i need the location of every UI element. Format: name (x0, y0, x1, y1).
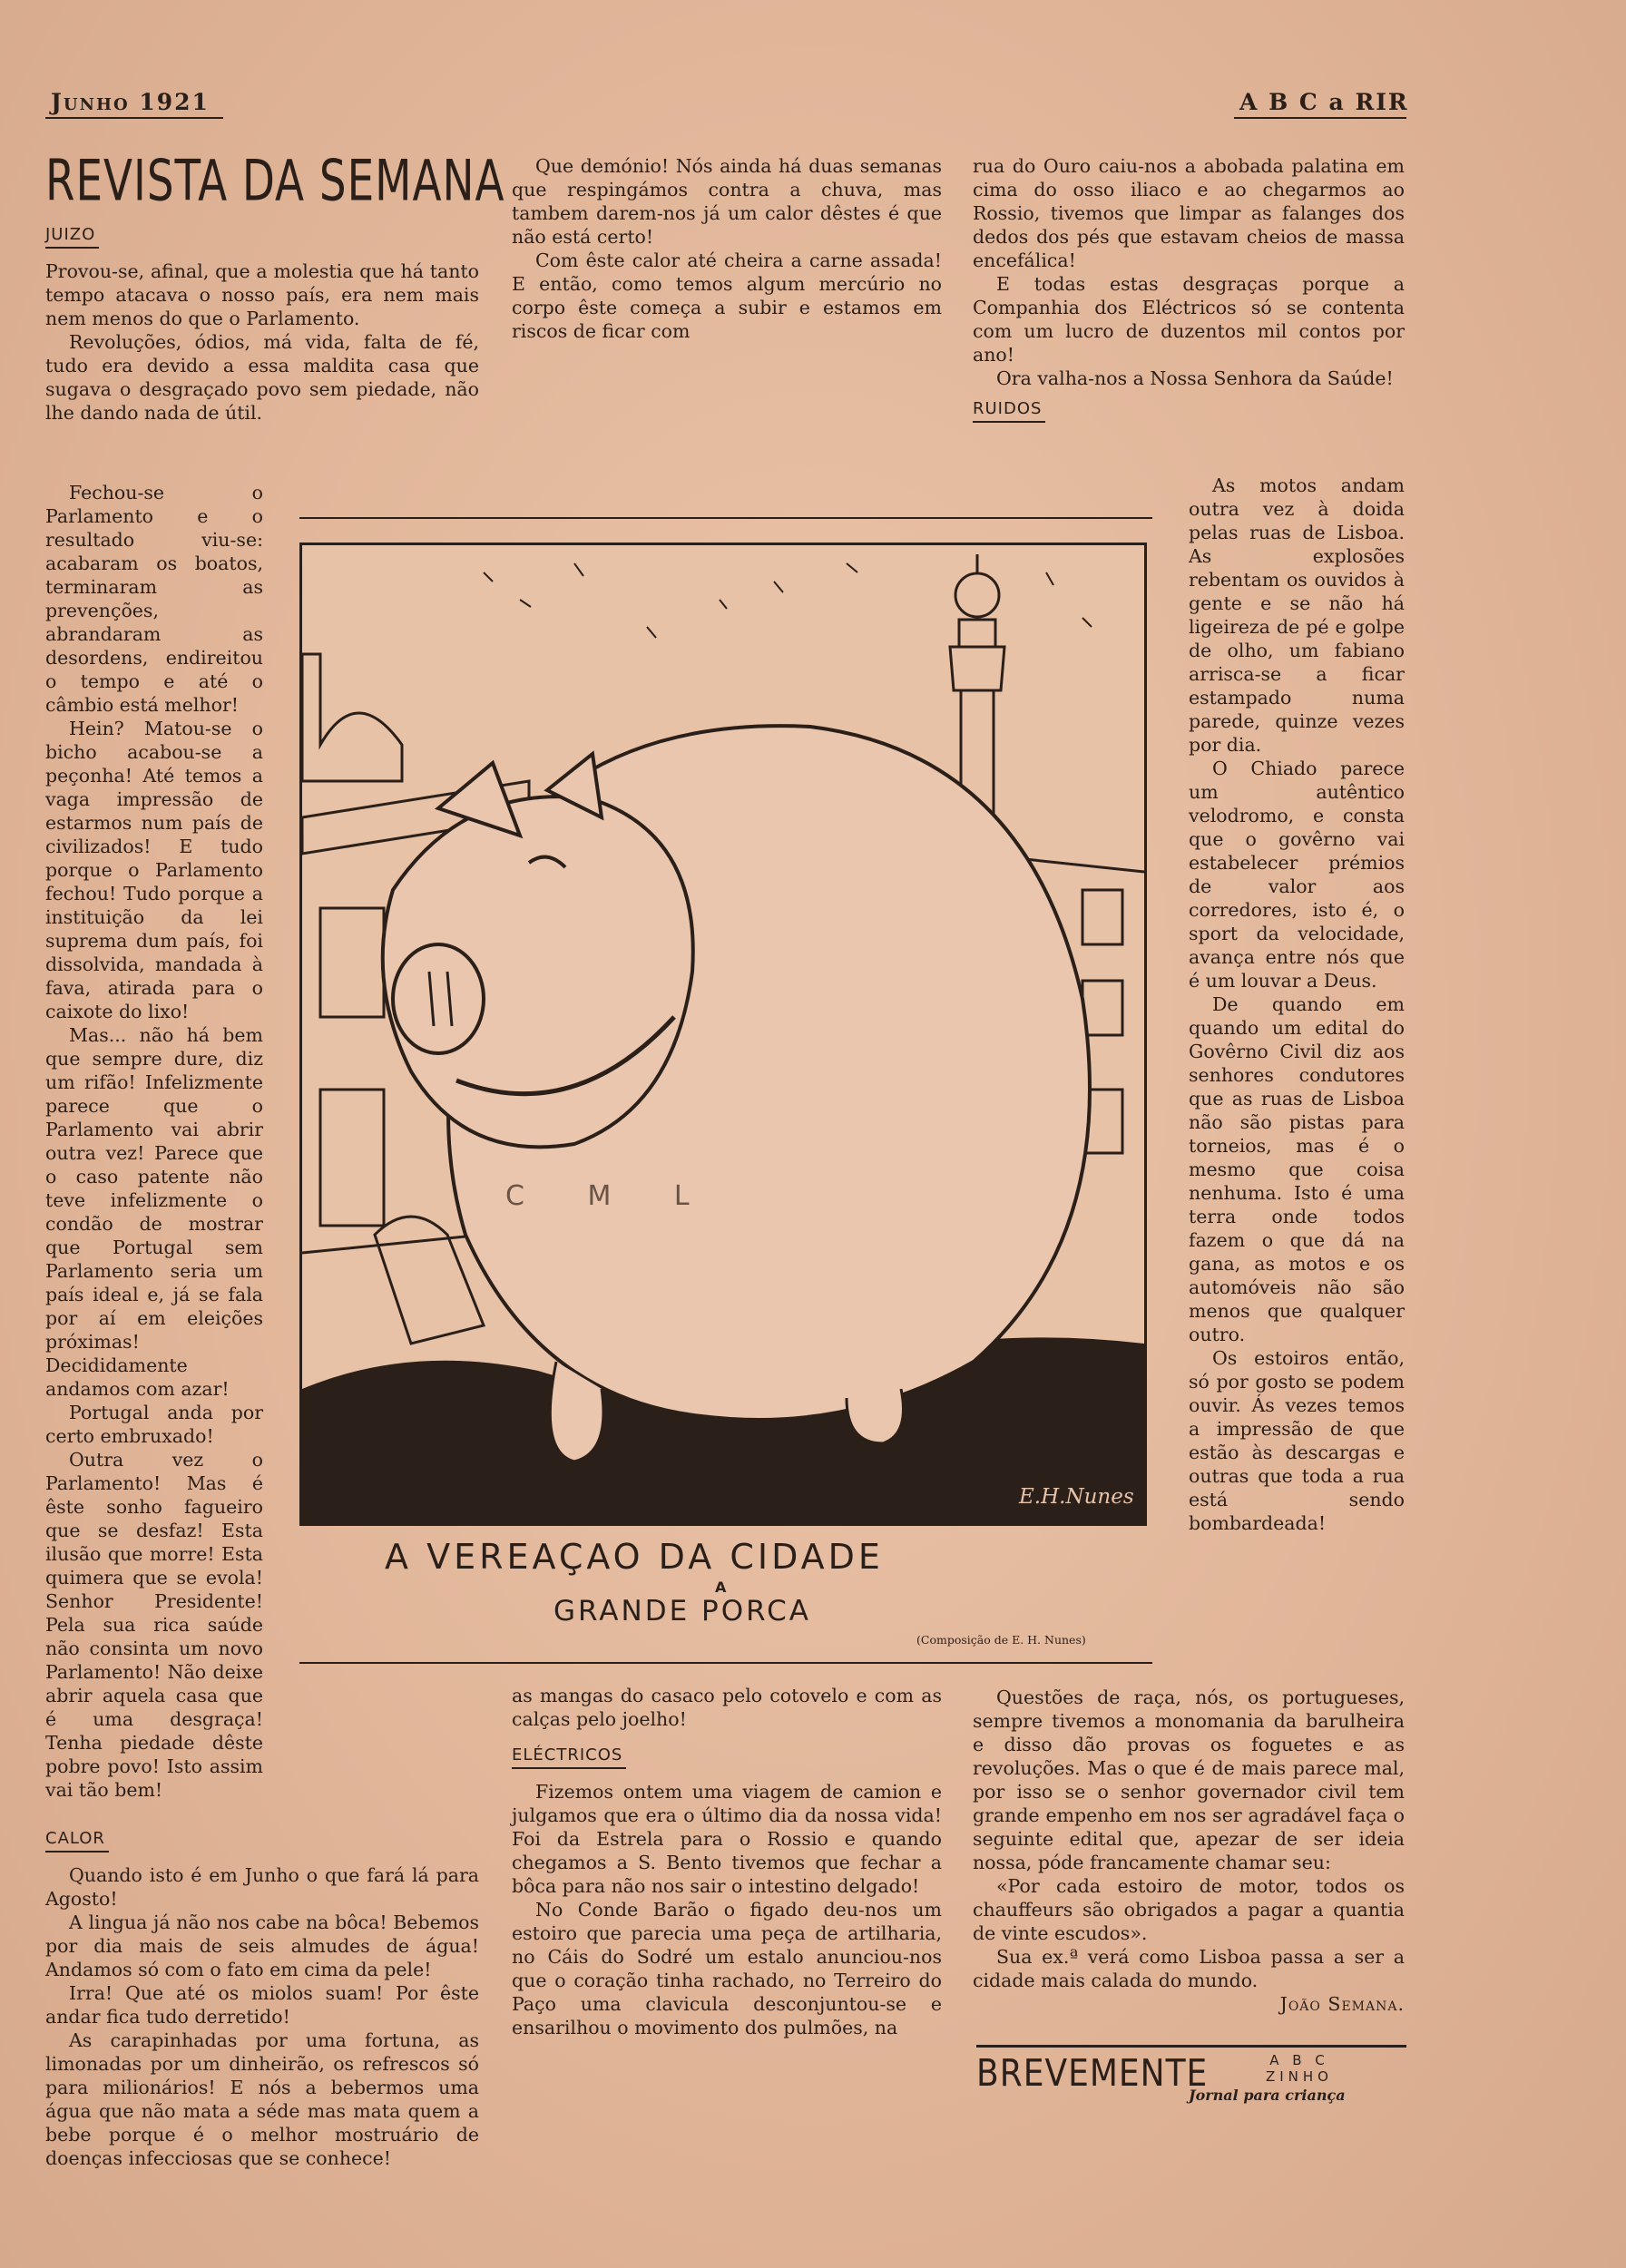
section-heading-juizo: JUIZO (45, 223, 99, 249)
calor-paragraph-6a: Com êste calor até cheira a carne assada! E então, como temos algum mercúrio no corpo êste começa a subir e estamos em riscos de ficar com (512, 249, 942, 342)
column-1-top (45, 210, 479, 425)
ruidos-paragraph-4: Os estoiros então, só por gosto se podem ouvir. Ás vezes temos a impressão de que estão às descargas e outras que toda a rua está sendo bombardeada! (1189, 1347, 1405, 1534)
caption-line-2: A (715, 1579, 729, 1596)
calor-paragraph-6b: as mangas do casaco pelo cotovelo e com as calças pelo joelho! (512, 1685, 942, 1730)
electricos-paragraph-2b: rua do Ouro caiu-nos a abobada palatina em cima do osso iliaco e ao chegarmos ao Rossio, tivemos que limpar as falanges dos dedos dos pés que estavam cheios de massa encefálica! (973, 155, 1405, 271)
caption-line-3: GRANDE PORCA (553, 1595, 811, 1628)
juizo-paragraph-7: Outra vez o Parlamento! Mas é êste sonho fagueiro que se desfaz! Esta ilusão que morre! Esta quimera que se evola! Senhor Presidente! Pela sua rica saúde não consinta um novo Parlamento! Não deixe abrir aquela casa que é uma desgraça! Tenha piedade dêste pobre povo! Isto assim vai tão bem! (45, 1449, 263, 1801)
electricos-paragraph-2a: No Conde Barão o figado deu-nos um estoiro que parecia uma peça de artilharia, no Cáis do Sodré um estalo anunciou-nos que o coração tinha rachado, no Terreiro do Paço uma clavicula desconjuntou-se e ensarilhou o movimento dos pulmões, na (512, 1899, 942, 2038)
column-3-bottom (973, 1686, 1405, 2016)
cartoon-illustration (299, 543, 1147, 1526)
section-heading-ruidos: RUIDOS (973, 397, 1045, 423)
juizo-paragraph-1: Provou-se, afinal, que a molestia que há tanto tempo atacava o nosso país, era nem mais nem menos do que o Parlamento. (45, 260, 479, 329)
ruidos-paragraph-2: O Chiado parece um autêntico velodromo, e consta que o govêrno vai estabelecer prémios de valor aos corredores, isto é, o sport da velocidade, avança entre nós que é um louvar a Deus. (1189, 758, 1405, 992)
magazine-name: A B C a RIR (1239, 89, 1409, 115)
column-1-narrow (45, 481, 263, 1802)
electricos-paragraph-3: E todas estas desgraças porque a Companhia dos Eléctricos só se contenta com um lucro de duzentos mil contos por ano! (973, 273, 1405, 366)
ad-brevemente: BREVEMENTE (976, 2052, 1209, 2096)
ad-zinho: ZINHO (1265, 2068, 1333, 2085)
calor-paragraph-1: Quando isto é em Junho o que fará lá para Agosto! (45, 1864, 479, 1910)
ruidos-paragraph-7: Sua ex.ª verá como Lisboa passa a ser a cidade mais calada do mundo. (973, 1946, 1405, 1991)
calor-paragraph-5: Que demónio! Nós ainda há duas semanas que respingámos contra a chuva, mas tambem darem-nos já um calor dêstes é que não está certo! (512, 155, 942, 248)
author-signature: João Semana. (1279, 1993, 1405, 2015)
artist-signature: E.H.Nunes (1019, 1485, 1134, 1509)
illustration-credit: (Composição de E. H. Nunes) (916, 1633, 1086, 1647)
juizo-paragraph-6: Portugal anda por certo embruxado! (45, 1402, 263, 1447)
calor-paragraph-3: Irra! Que até os miolos suam! Por êste andar fica tudo derretido! (45, 1982, 479, 2028)
juizo-paragraph-3: Fechou-se o Parlamento e o resultado viu-se: acabaram os boatos, terminaram as prevenções, abrandaram as desordens, endireitou o tempo e até o câmbio está melhor! (45, 482, 263, 716)
calor-paragraph-4: As carapinhadas por uma fortuna, as limonadas por um dinheirão, os refrescos só para milionários! E nós a bebermos uma água que não mata a séde mas mata quem a bebe porque é o melhor mostruário de doenças infecciosas que se conhece! (45, 2029, 479, 2169)
ruidos-paragraph-3: De quando em quando um edital do Govêrno Civil diz aos senhores condutores que as ruas de Lisboa não são pistas para torneios, mas é o mesmo que coisa nenhuma. Isto é uma terra onde todos fazem o que dá na gana, as motos e os automóveis não são menos que qualquer outro. (1189, 993, 1405, 1345)
illustration-top-rule (299, 517, 1152, 519)
page-title: REVISTA DA SEMANA (45, 149, 505, 214)
juizo-paragraph-2: Revoluções, ódios, má vida, falta de fé, tudo era devido a essa maldita casa que sugava o desgraçado povo sem piedade, não lhe dando nada de útil. (45, 331, 479, 424)
building-letters: C M L (505, 1180, 717, 1212)
ruidos-paragraph-1: As motos andam outra vez à doida pelas ruas de Lisboa. As explosões rebentam os ouvidos à gente e se não há ligeireza de pé e golpe de olho, um fabiano arrisca-se a ficar estampado numa parede, quinze vezes por dia. (1189, 474, 1405, 756)
ad-jornal: Jornal para criança (1189, 2087, 1346, 2104)
issue-date: Junho 1921 (51, 89, 210, 115)
juizo-paragraph-5: Mas... não há bem que sempre dure, diz um rifão! Infelizmente parece que o Parlamento vai abrir outra vez! Parece que o caso patente não teve infelizmente o condão de mostrar que Portugal sem Parlamento seria um país ideal e, já se fala por aí em eleições próximas! Decididamente andamos com azar! (45, 1024, 263, 1400)
ruidos-paragraph-5: Questões de raça, nós, os portugueses, sempre tivemos a monomania da barulheira e disso dão provas os foguetes e as revoluções. Mas o que é de mais parece mal, por isso se o senhor governador civil tem grande empenho em nos ser agradável faça o seguinte edital que, apezar de ser ideia nossa, póde francamente chamar seu: (973, 1686, 1405, 1873)
ruidos-paragraph-6: «Por cada estoiro de motor, todos os chauffeurs são obrigados a pagar a quantia de vinte escudos». (973, 1875, 1405, 1944)
column-1-bottom (45, 1814, 479, 2170)
caption-bottom-rule (299, 1662, 1152, 1664)
column-2-top (512, 154, 942, 343)
calor-paragraph-2: A lingua já não nos cabe na bôca! Bebemos por dia mais de seis almudes de água! Andamos só com o fato em cima da pele! (45, 1911, 479, 1980)
column-3-narrow (1189, 474, 1405, 1535)
electricos-paragraph-1: Fizemos ontem uma viagem de camion e julgamos que era o último dia da nossa vida! Foi da Estrela para o Rossio e quando chegamos a S. Bento tivemos que fechar a bôca para não nos sair o intestino delgado! (512, 1781, 942, 1897)
section-heading-calor: CALOR (45, 1827, 109, 1853)
date-underline (45, 117, 223, 119)
ad-top-rule (976, 2045, 1406, 2048)
juizo-paragraph-4: Hein? Matou-se o bicho acabou-se a peçonha! Até temos a vaga impressão de estarmos num país de civilizados! E tudo porque o Parlamento fechou! Tudo porque a instituição da lei suprema dum país, foi dissolvida, mandada à fava, atirada para o caixote do lixo! (45, 718, 263, 1022)
column-3-top (973, 154, 1405, 432)
ad-abc: A B C (1269, 2052, 1329, 2068)
electricos-paragraph-4: Ora valha-nos a Nossa Senhora da Saúde! (996, 367, 1394, 389)
caption-line-1: A VEREAÇAO DA CIDADE (385, 1537, 884, 1577)
section-heading-electricos: ELÉCTRICOS (512, 1744, 626, 1769)
cartoon-drawing (302, 545, 1144, 1523)
column-2-bottom (512, 1684, 942, 2039)
magazine-underline (1234, 117, 1406, 119)
